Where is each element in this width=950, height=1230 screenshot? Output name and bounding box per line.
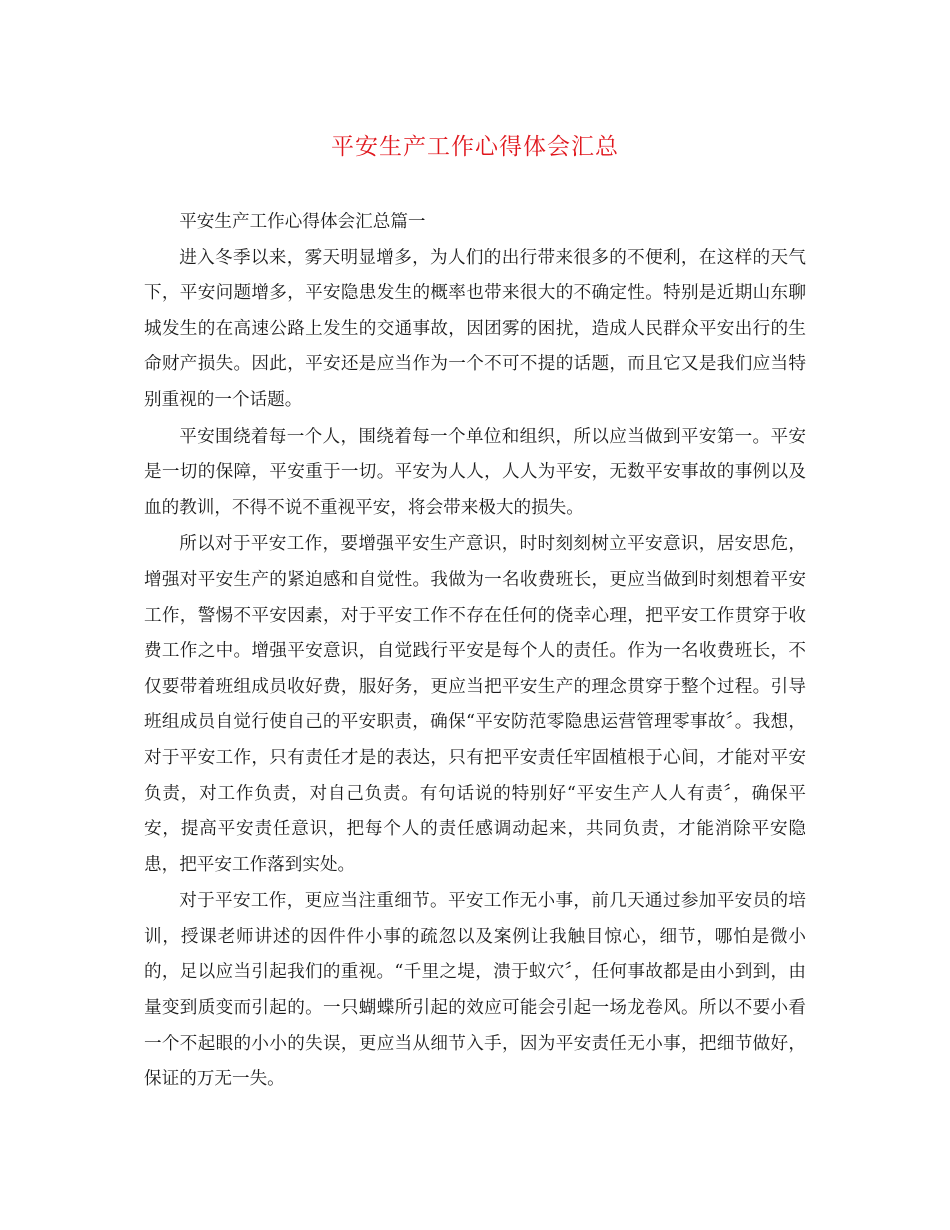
paragraph-2: 平安围绕着每一个人，围绕着每一个单位和组织，所以应当做到平安第一。平安是一切的保障，平安重于一切。平安为人人，人人为平安，无数平安事故的事例以及血的教训，不得不说不重视平安，将会带来极大的损失。 <box>144 426 806 518</box>
paragraph-4: 对于平安工作，更应当注重细节。平安工作无小事，前几天通过参加平安员的培训，授课老师讲述的因件件小事的疏忽以及案例让我触目惊心，细节，哪怕是微小的，足以应当引起我们的重视。“千里之堤，溃于蚁穴〞，任何事故都是由小到到，由量变到质变而引起的。一只蝴蝶所引起的效应可能会引起一场龙卷风。所以不要小看一个不起眼的小小的失误，更应当从细节入手，因为平安责任无小事，把细节做好，保证的万无一失。 <box>144 891 806 1090</box>
section-heading: 平安生产工作心得体会汇总篇一 <box>179 212 426 232</box>
document-title: 平安生产工作心得体会汇总 <box>331 134 619 160</box>
paragraph-1: 进入冬季以来，雾天明显增多，为人们的出行带来很多的不便利，在这样的天气下，平安问题增多，平安隐患发生的概率也带来很大的不确定性。特别是近期山东聊城发生的在高速公路上发生的交通事故，因团雾的困扰，造成人民群众平安出行的生命财产损失。因此，平安还是应当作为一个不可不提的话题，而且它又是我们应当特别重视的一个话题。 <box>144 247 806 410</box>
document-body <box>144 205 806 1099</box>
paragraph-3: 所以对于平安工作，要增强平安生产意识，时时刻刻树立平安意识，居安思危，增强对平安生产的紧迫感和自觉性。我做为一名收费班长，更应当做到时刻想着平安工作，警惕不平安因素，对于平安工作不存在任何的侥幸心理，把平安工作贯穿于收费工作之中。增强平安意识，自觉践行平安是每个人的责任。作为一名收费班长，不仅要带着班组成员收好费，服好务，更应当把平安生产的理念贯穿于整个过程。引导班组成员自觉行使自己的平安职责，确保“平安防范零隐患运营管理零事故〞。我想，对于平安工作，只有责任才是的表达，只有把平安责任牢固植根于心间，才能对平安负责，对工作负责，对自己负责。有句话说的特别好“平安生产人人有责〞，确保平安，提高平安责任意识，把每个人的责任感调动起来，共同负责，才能消除平安隐患，把平安工作落到实处。 <box>144 534 806 875</box>
